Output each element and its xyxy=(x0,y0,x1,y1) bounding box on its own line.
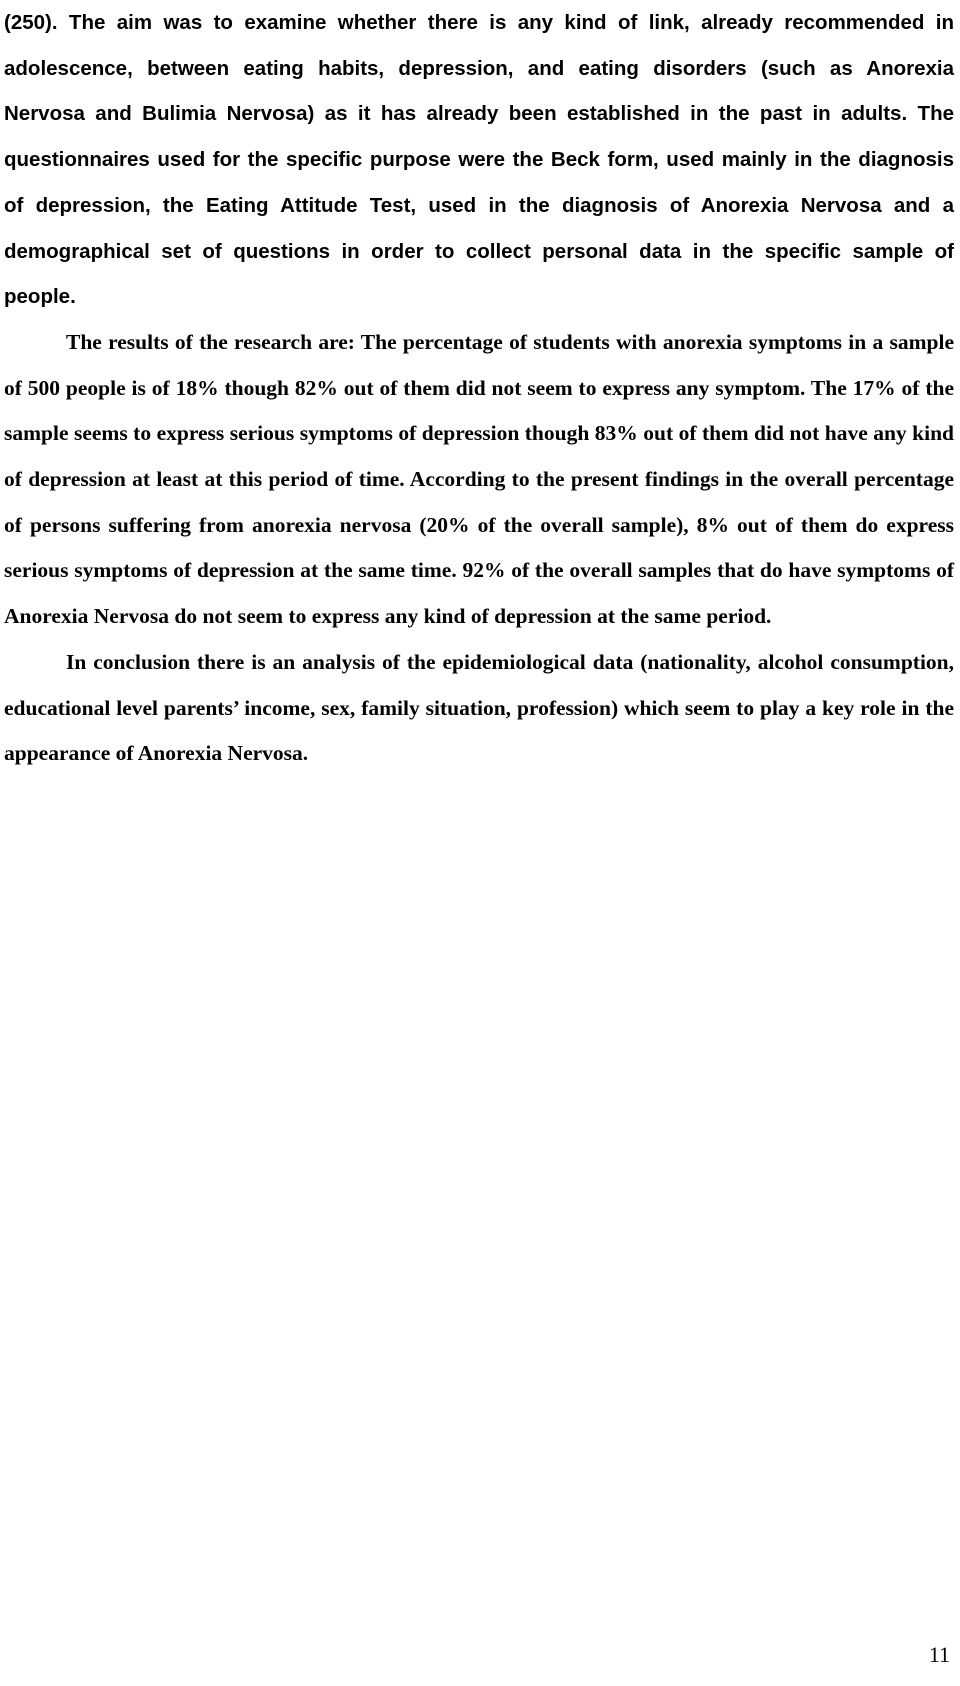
paragraph-study-aim: (250). The aim was to examine whether there is any kind of link, already recommended in adolescence, between eating habits, depression, and eating disorders (such as Anorexia Nervosa and Bulimia Nervosa) as it has already been established in the past in adults. The questionnaires used for the specific purpose were the Beck form, used mainly in the diagnosis of depression, the Eating Attitude Test, used in the diagnosis of Anorexia Nervosa and a demographical set of questions in order to collect personal data in the specific sample of people. xyxy=(4,11,954,309)
page-number: 11 xyxy=(928,1642,950,1667)
paragraph-results: The results of the research are: The percentage of students with anorexia symptoms in a sample of 500 people is of 18% though 82% out of them did not seem to express any symptom. The 17% of the sample seems to express serious symptoms of depression though 83% out of them did not have any kind of depression at least at this period of time. According to the present findings in the overall percentage of persons suffering from anorexia nervosa (20% of the overall sample), 8% out of them do express serious symptoms of depression at the same time. 92% of the overall samples that do have symptoms of Anorexia Nervosa do not seem to express any kind of depression at the same period. xyxy=(4,329,954,629)
document-body xyxy=(4,0,954,777)
paragraph-conclusion: In conclusion there is an analysis of the epidemiological data (nationality, alcohol consumption, educational level parents’ income, sex, family situation, profession) which seem to play a key role in the appearance of Anorexia Nervosa. xyxy=(4,649,954,766)
